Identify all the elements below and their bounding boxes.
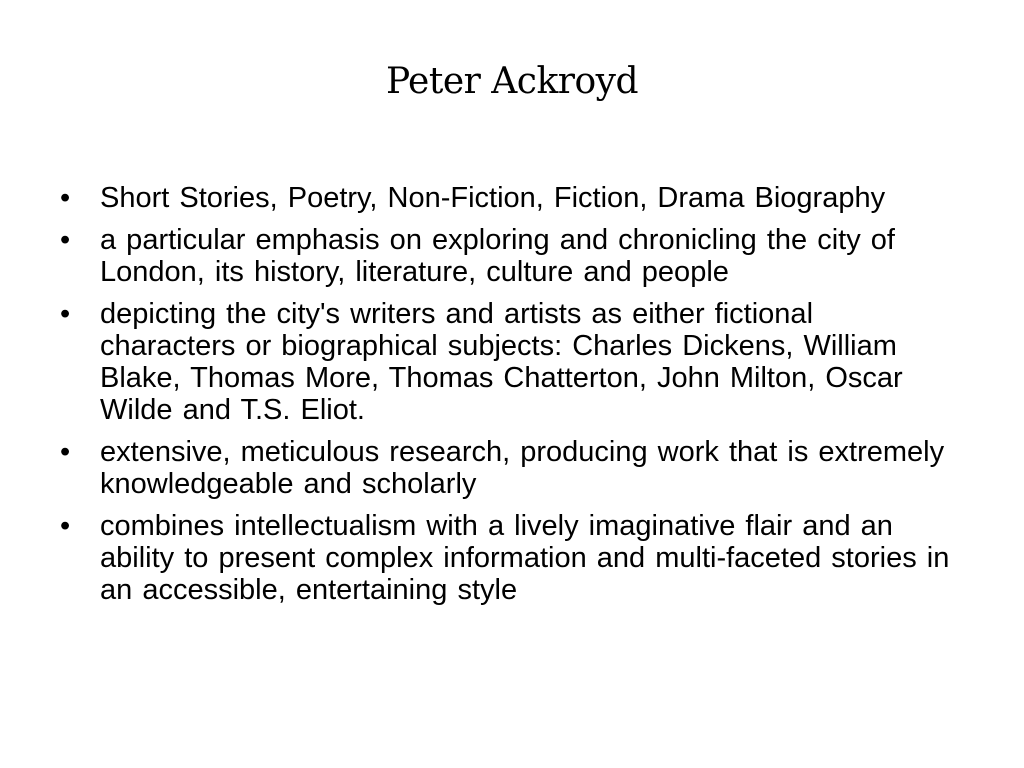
bullet-item <box>60 510 950 606</box>
bullet-text: combines intellectualism with a lively imaginative flair and an ability to present complex information and multi-faceted stories in an accessible, entertaining style <box>100 510 950 606</box>
bullet-dot-icon: • <box>60 510 71 542</box>
bullet-item <box>60 182 950 214</box>
bullet-item <box>60 436 950 500</box>
bullet-list <box>60 182 950 616</box>
bullet-dot-icon: • <box>60 298 71 330</box>
bullet-item <box>60 224 950 288</box>
slide-title: Peter Ackroyd <box>385 61 639 102</box>
bullet-dot-icon: • <box>60 182 71 214</box>
bullet-text: extensive, meticulous research, producing work that is extremely knowledgeable and scholarly <box>100 436 945 500</box>
bullet-dot-icon: • <box>60 436 71 468</box>
bullet-text: a particular emphasis on exploring and chronicling the city of London, its history, literature, culture and people <box>100 224 895 288</box>
bullet-item <box>60 298 950 426</box>
bullet-text: Short Stories, Poetry, Non-Fiction, Fiction, Drama Biography <box>100 182 886 214</box>
bullet-dot-icon: • <box>60 224 71 256</box>
bullet-text: depicting the city's writers and artists as either fictional characters or biographical subjects: Charles Dickens, William Blake, Thomas More, Thomas Chatterton, John Milton, Oscar Wilde and T.S. Eliot. <box>100 298 903 426</box>
